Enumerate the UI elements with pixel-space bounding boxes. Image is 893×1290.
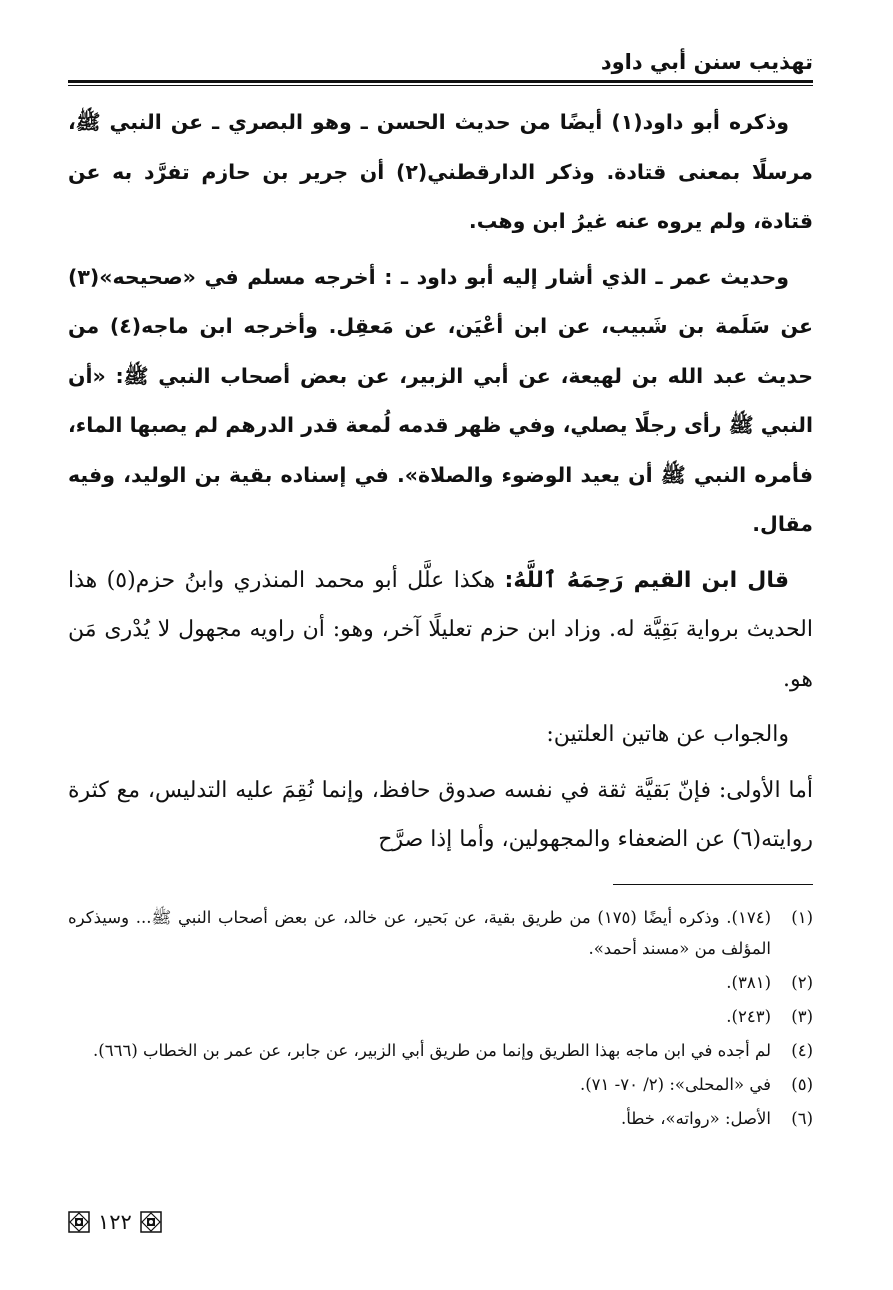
footnote-text: الأصل: «رواته»، خطأ. xyxy=(620,1109,771,1128)
footnote-6 xyxy=(68,1103,813,1134)
main-text xyxy=(68,98,813,865)
arabesque-ornament-icon xyxy=(140,1211,162,1233)
paragraph-3-text: هكذا علَّل أبو محمد المنذري وابنُ حزم(٥) هذا الحديث برواية بَقِيَّة له. وزاد ابن حزم تعليلًا آخر، وهو: أن راويه مجهول لا يُدْرى مَن هو. xyxy=(68,567,813,692)
footnote-5 xyxy=(68,1069,813,1100)
footnote-4 xyxy=(68,1035,813,1066)
footnote-number: (٢) xyxy=(791,973,813,992)
book-title: تهذيب سنن أبي داود xyxy=(600,50,813,74)
footnote-number: (١) xyxy=(791,908,813,927)
page-number-block xyxy=(68,1210,162,1234)
paragraph-1 xyxy=(68,98,813,247)
footnote-1 xyxy=(68,902,813,964)
header-rule-thin xyxy=(68,85,813,86)
footnotes xyxy=(68,902,813,1137)
footnote-separator xyxy=(613,884,813,885)
paragraph-4-text: والجواب عن هاتين العلتين: xyxy=(546,722,789,747)
footnote-number: (٤) xyxy=(791,1041,813,1060)
footnote-2 xyxy=(68,967,813,998)
paragraph-1-text: وذكره أبو داود(١) أيضًا من حديث الحسن ـ وهو البصري ـ عن النبي ﷺ، مرسلًا بمعنى قتادة. وذكر الدارقطني(٢) أن جرير بن حازم تفرَّد به عن قتادة، ولم يروه عنه غيرُ ابن وهب. xyxy=(68,110,813,233)
book-page xyxy=(68,38,813,1290)
footnote-text: (٢٤٣). xyxy=(726,1007,771,1026)
arabesque-ornament-icon xyxy=(68,1211,90,1233)
footnote-number: (٦) xyxy=(791,1109,813,1128)
footnote-text: (٣٨١). xyxy=(726,973,771,992)
footnote-3 xyxy=(68,1001,813,1032)
paragraph-2 xyxy=(68,253,813,550)
page-number: ١٢٢ xyxy=(98,1210,132,1234)
footnote-number: (٣) xyxy=(791,1007,813,1026)
running-header xyxy=(68,38,813,80)
footnote-text: (١٧٤). وذكره أيضًا (١٧٥) من طريق بقية، عن بَحير، عن خالد، عن بعض أصحاب النبي ﷺ... وسيذكره المؤلف من «مسند أحمد». xyxy=(68,908,771,958)
paragraph-5-text: أما الأولى: فإنّ بَقيَّة ثقة في نفسه صدوق حافظ، وإنما نُقِمَ عليه التدليس، مع كثرة روايته(٦) عن الضعفاء والمجهولين، وأما إذا صرَّح xyxy=(68,777,813,852)
footnote-text: لم أجده في ابن ماجه بهذا الطريق وإنما من طريق أبي الزبير، عن جابر، عن عمر بن الخطاب (٦٦٦). xyxy=(93,1041,771,1060)
footnote-number: (٥) xyxy=(791,1075,813,1094)
paragraph-2-text: وحديث عمر ـ الذي أشار إليه أبو داود ـ : أخرجه مسلم في «صحيحه»(٣) عن سَلَمة بن شَبيب، عن ابن أعْيَن، عن مَعقِل. وأخرجه ابن ماجه(٤) من حديث عبد الله بن لهيعة، عن أبي الزبير، عن بعض أصحاب النبي ﷺ: «أن النبي ﷺ رأى رجلًا يصلي، وفي ظهر قدمه لُمعة قدر الدرهم لم يصبها الماء، فأمره النبي ﷺ أن يعيد الوضوء والصلاة». في إسناده بقية بن الوليد، وفيه مقال. xyxy=(68,264,813,536)
paragraph-5 xyxy=(68,766,813,865)
paragraph-3 xyxy=(68,556,813,705)
header-rule xyxy=(68,80,813,83)
speaker-label: قال ابن القيم رَحِمَهُ ٱللَّهُ: xyxy=(504,567,789,593)
paragraph-4 xyxy=(68,710,813,760)
footnote-text: في «المحلى»: (٢/ ٧٠- ٧١). xyxy=(579,1075,771,1094)
